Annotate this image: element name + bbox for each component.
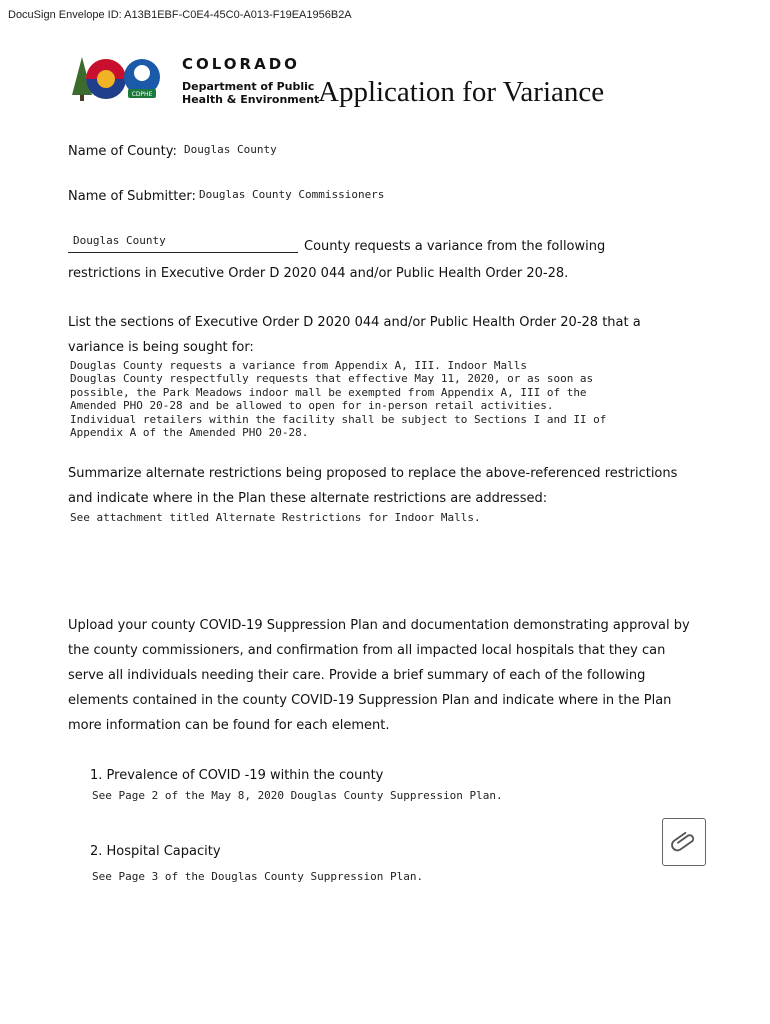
colorado-logo [70,55,180,107]
summary-question-2: and indicate where in the Plan these alternate restrictions are addressed: [68,491,548,506]
answer-line: Amended PHO 20-28 and be allowed to open for in-person retail activities. [70,399,554,413]
summary-answer-field[interactable]: See attachment titled Alternate Restrictions for Indoor Malls. [70,511,481,524]
attachment-button[interactable] [662,818,706,866]
item-1-answer-field[interactable]: See Page 2 of the May 8, 2020 Douglas County Suppression Plan. [92,789,503,802]
submitter-field[interactable]: Douglas County Commissioners [199,188,385,201]
sections-question-1: List the sections of Executive Order D 2020 044 and/or Public Health Order 20-28 that a [68,315,641,330]
item-2-answer-field[interactable]: See Page 3 of the Douglas County Suppression Plan. [92,870,424,883]
item-2-label: 2. Hospital Capacity [90,844,221,859]
sections-answer-field[interactable] [70,359,606,439]
dept-line-2: Health & Environment [182,93,320,106]
answer-line: Douglas County requests a variance from Appendix A, III. Indoor Malls [70,359,527,372]
county-label: Name of County: [68,144,177,159]
department-name [182,80,322,106]
item-1-label: 1. Prevalence of COVID -19 within the county [90,768,384,783]
request-text-2: restrictions in Executive Order D 2020 044 and/or Public Health Order 20-28. [68,266,569,281]
paperclip-icon [670,828,698,856]
submitter-label: Name of Submitter: [68,189,196,204]
upload-text-2: the county commissioners, and confirmation from all impacted local hospitals that they can [68,643,666,658]
upload-text-1: Upload your county COVID-19 Suppression Plan and documentation demonstrating approval by [68,618,690,633]
answer-line: Douglas County respectfully requests that effective May 11, 2020, or as soon as [70,372,594,386]
requesting-county-field[interactable]: Douglas County [73,234,166,247]
envelope-id: DocuSign Envelope ID: A13B1EBF-C0E4-45C0-A013-F19EA1956B2A [8,9,352,21]
sections-question-2: variance is being sought for: [68,340,254,355]
county-field[interactable]: Douglas County [184,143,277,156]
cdphe-badge: CDPHE [131,91,153,98]
colorado-wordmark: COLORADO [182,55,300,73]
upload-text-3: serve all individuals needing their care. Provide a brief summary of each of the following [68,668,646,683]
county-field-underline [68,252,298,253]
request-text-1: County requests a variance from the following [304,239,606,254]
answer-line: Individual retailers within the facility shall be subject to Sections I and II of [70,412,607,426]
upload-text-5: more information can be found for each element. [68,718,390,733]
dept-line-1: Department of Public [182,80,315,93]
answer-line: possible, the Park Meadows indoor mall be exempted from Appendix A, III of the [70,385,587,399]
upload-text-4: elements contained in the county COVID-19 Suppression Plan and indicate where in the Plan [68,693,672,708]
summary-question-1: Summarize alternate restrictions being proposed to replace the above-referenced restrictions [68,466,678,481]
page-title: Application for Variance [318,76,605,108]
answer-line: Appendix A of the Amended PHO 20-28. [70,426,309,440]
